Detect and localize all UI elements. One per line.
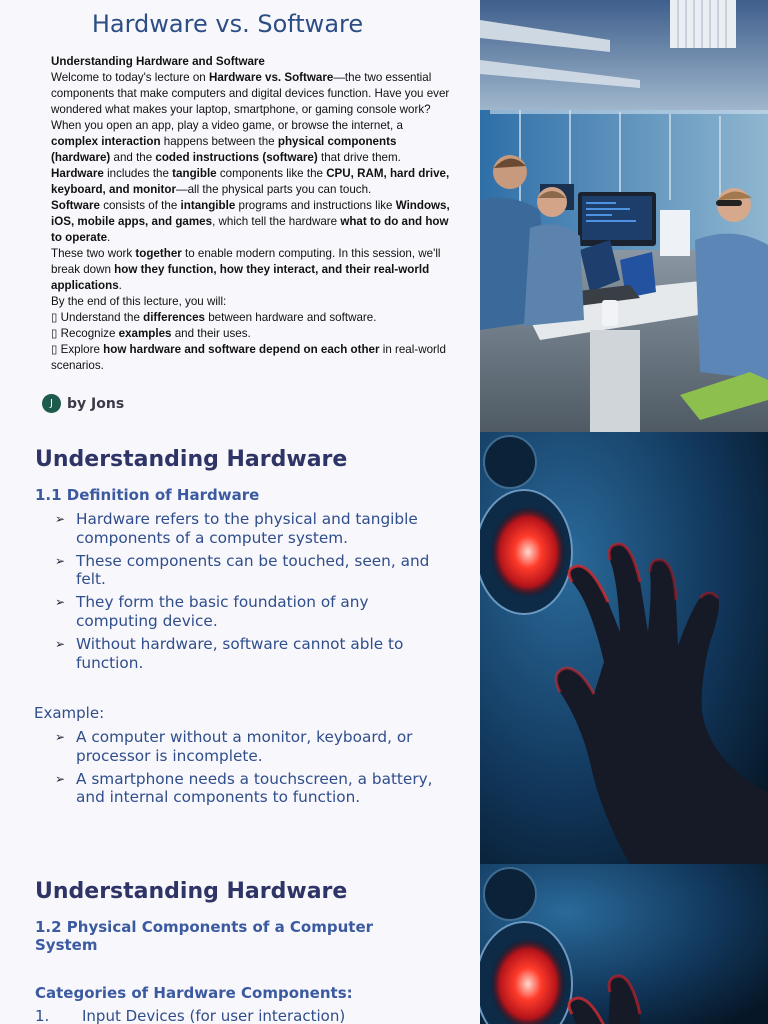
red-button-hand-photo — [480, 432, 768, 864]
example-label: Example: — [34, 704, 105, 722]
arrow-bullet-icon: ➢ — [55, 771, 66, 786]
objective-item: ▯ Explore how hardware and software depend on each other in real-world scenarios. — [51, 343, 446, 372]
list-item: ➢ A smartphone needs a touchscreen, a battery, and internal components to function. — [55, 769, 433, 807]
arrow-bullet-icon: ➢ — [55, 637, 66, 652]
office-team-photo — [480, 0, 768, 432]
item-text: Input Devices (for user interaction) — [82, 1007, 346, 1024]
intro-text — [51, 54, 451, 374]
arrow-bullet-icon: ➢ — [55, 553, 66, 568]
list-item: ➢ They form the basic foundation of any computing device. — [55, 593, 369, 630]
intro-heading: Understanding Hardware and Software — [51, 55, 265, 68]
arrow-bullet-icon: ➢ — [55, 595, 66, 610]
author-byline[interactable] — [42, 394, 124, 413]
list-item: ➢ Without hardware, software cannot able to function. — [55, 635, 404, 672]
section-subtitle: 1.1 Definition of Hardware — [35, 486, 260, 504]
objective-item: ▯ Recognize examples and their uses. — [51, 327, 251, 340]
arrow-bullet-icon: ➢ — [55, 730, 66, 744]
intro-paragraph-2: Hardware includes the tangible components like the CPU, RAM, hard drive, keyboard, and monitor—all the physical parts you can touch. — [51, 167, 450, 196]
page-title: Hardware vs. Software — [91, 10, 364, 38]
objectives-intro: By the end of this lecture, you will: — [51, 295, 227, 308]
definition-list — [55, 510, 455, 677]
list-item: ➢ Hardware refers to the physical and tangible components of a computer system. — [55, 510, 418, 547]
avatar: J — [42, 394, 61, 413]
categories-heading: Categories of Hardware Components: — [35, 984, 353, 1002]
example-list — [55, 728, 455, 811]
intro-paragraph-3: Software consists of the intangible programs and instructions like Windows, iOS, mobile apps, and games, which tell the hardware what to do and how to operate. — [51, 199, 450, 244]
red-button-hand-photo — [480, 864, 768, 1024]
image-column — [480, 0, 768, 1024]
item-number: 1. — [35, 1007, 50, 1024]
section-title: Understanding Hardware — [35, 879, 348, 904]
arrow-bullet-icon: ➢ — [55, 512, 66, 526]
intro-paragraph-4: These two work together to enable modern computing. In this session, we'll break down how they function, how they interact, and their real-world applications. — [51, 247, 441, 292]
intro-paragraph-1: Welcome to today's lecture on Hardware vs. Software—the two essential components that make computers and digital devices function. Have you ever wondered what makes your laptop, smartphone, or gaming console work? When you open an app, play a video game, or browse the internet, a complex interaction happens between the physical components (hardware) and the coded instructions (software) that drive them. — [51, 71, 450, 164]
objective-item: ▯ Understand the differences between hardware and software. — [51, 311, 377, 324]
section-subtitle: 1.2 Physical Components of a Computer System — [35, 918, 374, 954]
section-title: Understanding Hardware — [35, 447, 348, 472]
numbered-item — [35, 1007, 345, 1024]
author-name: by Jons — [67, 395, 125, 412]
list-item: ➢ These components can be touched, seen, and felt. — [55, 551, 430, 589]
list-item: ➢ A computer without a monitor, keyboard, or processor is incomplete. — [55, 728, 413, 765]
